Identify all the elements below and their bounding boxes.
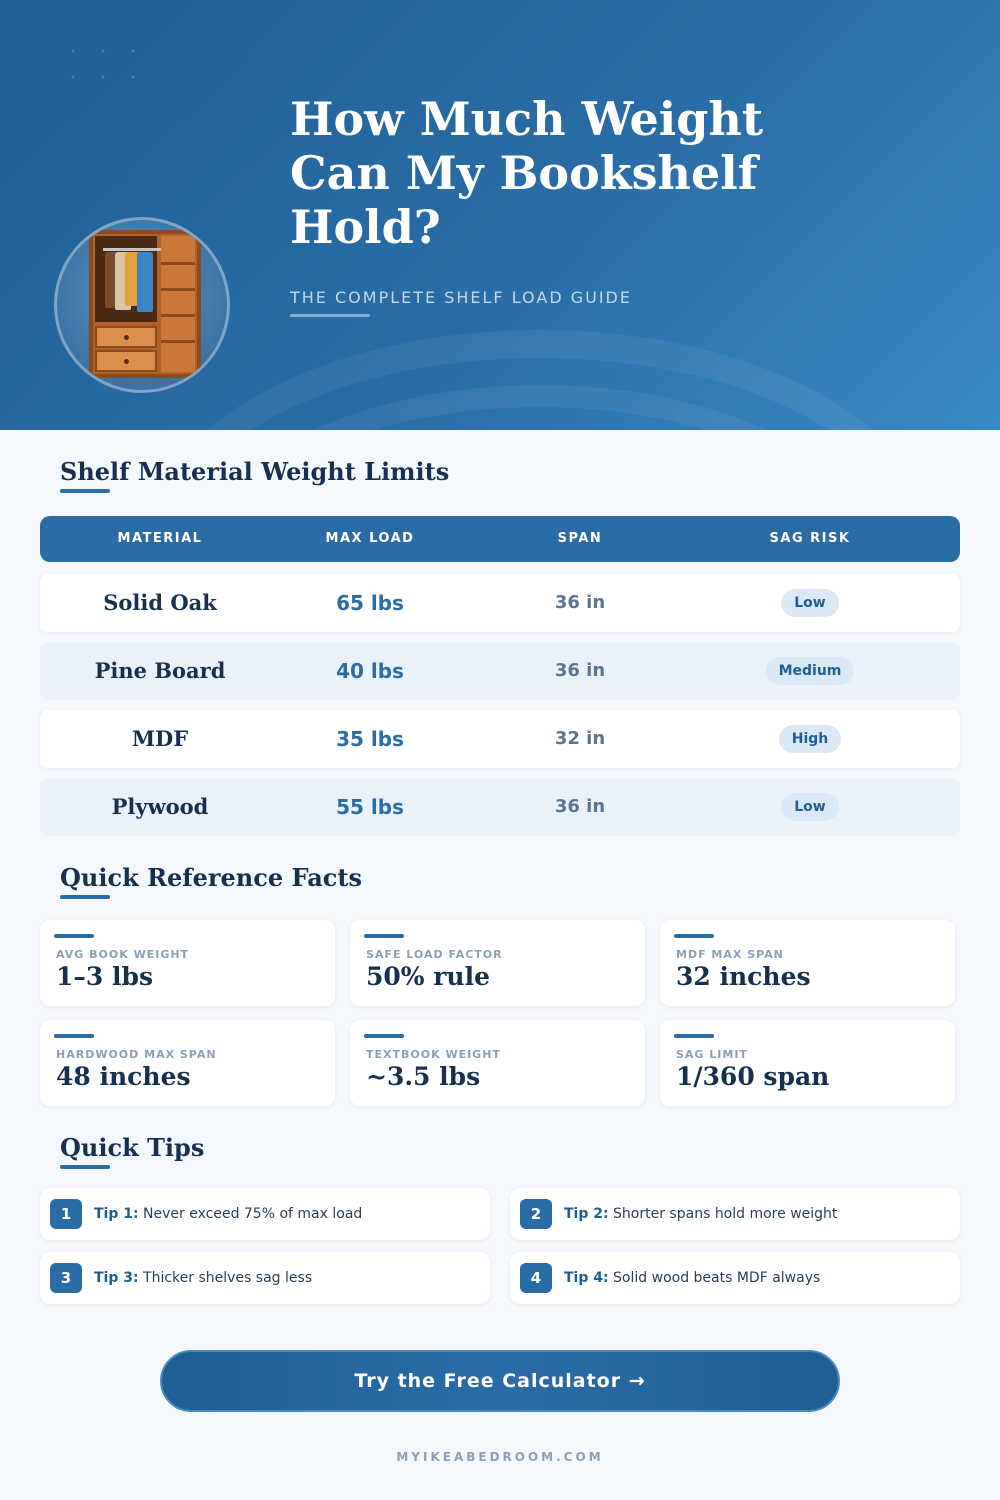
- fact-card: [660, 920, 955, 1006]
- fact-card: [40, 920, 335, 1006]
- tip-number: 3: [50, 1263, 82, 1293]
- tip-number: 2: [520, 1199, 552, 1229]
- material-name: Solid Oak: [103, 590, 217, 615]
- tip-label: Tip 1:: [94, 1206, 139, 1222]
- section-underline: [60, 895, 110, 899]
- tip-text: Never exceed 75% of max load: [143, 1206, 363, 1222]
- decorative-dots: [58, 38, 158, 94]
- fact-card: [350, 1020, 645, 1106]
- tip-item: [510, 1252, 960, 1304]
- span-value: 36 in: [554, 796, 606, 817]
- tip-number: 4: [520, 1263, 552, 1293]
- material-name: Plywood: [111, 794, 209, 819]
- max-load: 65 lbs: [336, 591, 404, 615]
- sag-risk-badge: High: [779, 725, 842, 753]
- column-header-span: SPAN: [557, 531, 603, 546]
- materials-section-title: Shelf Material Weight Limits: [60, 457, 450, 486]
- tip-text: Thicker shelves sag less: [143, 1270, 313, 1286]
- sag-risk-badge: Low: [781, 793, 838, 821]
- tip-label: Tip 2:: [564, 1206, 609, 1222]
- fact-value: 1/360 span: [676, 1062, 830, 1091]
- tip-label: Tip 4:: [564, 1270, 609, 1286]
- fact-value: 50% rule: [366, 962, 490, 991]
- span-value: 36 in: [554, 660, 606, 681]
- table-row: [40, 642, 960, 700]
- max-load: 40 lbs: [336, 659, 404, 683]
- fact-label: SAG LIMIT: [676, 1048, 748, 1061]
- fact-value: 48 inches: [56, 1062, 191, 1091]
- span-value: 32 in: [554, 728, 606, 749]
- tips-section-title: Quick Tips: [60, 1133, 205, 1162]
- fact-label: MDF MAX SPAN: [676, 948, 784, 961]
- table-header: [40, 516, 960, 562]
- fact-value: ~3.5 lbs: [366, 1062, 481, 1091]
- span-value: 36 in: [554, 592, 606, 613]
- fact-card: [660, 1020, 955, 1106]
- calculator-cta-button[interactable]: Try the Free Calculator →: [160, 1350, 840, 1412]
- sag-risk-badge: Medium: [766, 657, 855, 685]
- tip-item: [40, 1252, 490, 1304]
- fact-value: 1–3 lbs: [56, 962, 154, 991]
- site-url[interactable]: MYIKEABEDROOM.COM: [396, 1450, 604, 1464]
- sag-risk-badge: Low: [781, 589, 838, 617]
- tip-item: [40, 1188, 490, 1240]
- column-header-max-load: MAX LOAD: [325, 531, 415, 546]
- fact-card: [40, 1020, 335, 1106]
- table-row: [40, 574, 960, 632]
- table-row: [40, 710, 960, 768]
- column-header-material: MATERIAL: [117, 531, 203, 546]
- table-row: [40, 778, 960, 836]
- tip-text: Shorter spans hold more weight: [613, 1206, 838, 1222]
- fact-label: HARDWOOD MAX SPAN: [56, 1048, 217, 1061]
- max-load: 35 lbs: [336, 727, 404, 751]
- section-underline: [60, 489, 110, 493]
- page-title: How Much Weight Can My Bookshelf Hold?: [290, 92, 764, 254]
- material-name: Pine Board: [94, 658, 226, 683]
- section-underline: [60, 1165, 110, 1169]
- fact-label: SAFE LOAD FACTOR: [366, 948, 503, 961]
- fact-value: 32 inches: [676, 962, 811, 991]
- column-header-sag-risk: SAG RISK: [769, 531, 851, 546]
- wardrobe-icon: [54, 217, 230, 393]
- fact-card: [350, 920, 645, 1006]
- fact-label: TEXTBOOK WEIGHT: [366, 1048, 501, 1061]
- fact-label: AVG BOOK WEIGHT: [56, 948, 190, 961]
- tip-number: 1: [50, 1199, 82, 1229]
- material-name: MDF: [131, 726, 189, 751]
- page-subtitle: THE COMPLETE SHELF LOAD GUIDE: [290, 288, 632, 307]
- subtitle-underline: [290, 314, 370, 317]
- max-load: 55 lbs: [336, 795, 404, 819]
- tip-label: Tip 3:: [94, 1270, 139, 1286]
- tip-item: [510, 1188, 960, 1240]
- facts-section-title: Quick Reference Facts: [60, 863, 362, 892]
- tip-text: Solid wood beats MDF always: [613, 1270, 821, 1286]
- hero-banner: [0, 0, 1000, 430]
